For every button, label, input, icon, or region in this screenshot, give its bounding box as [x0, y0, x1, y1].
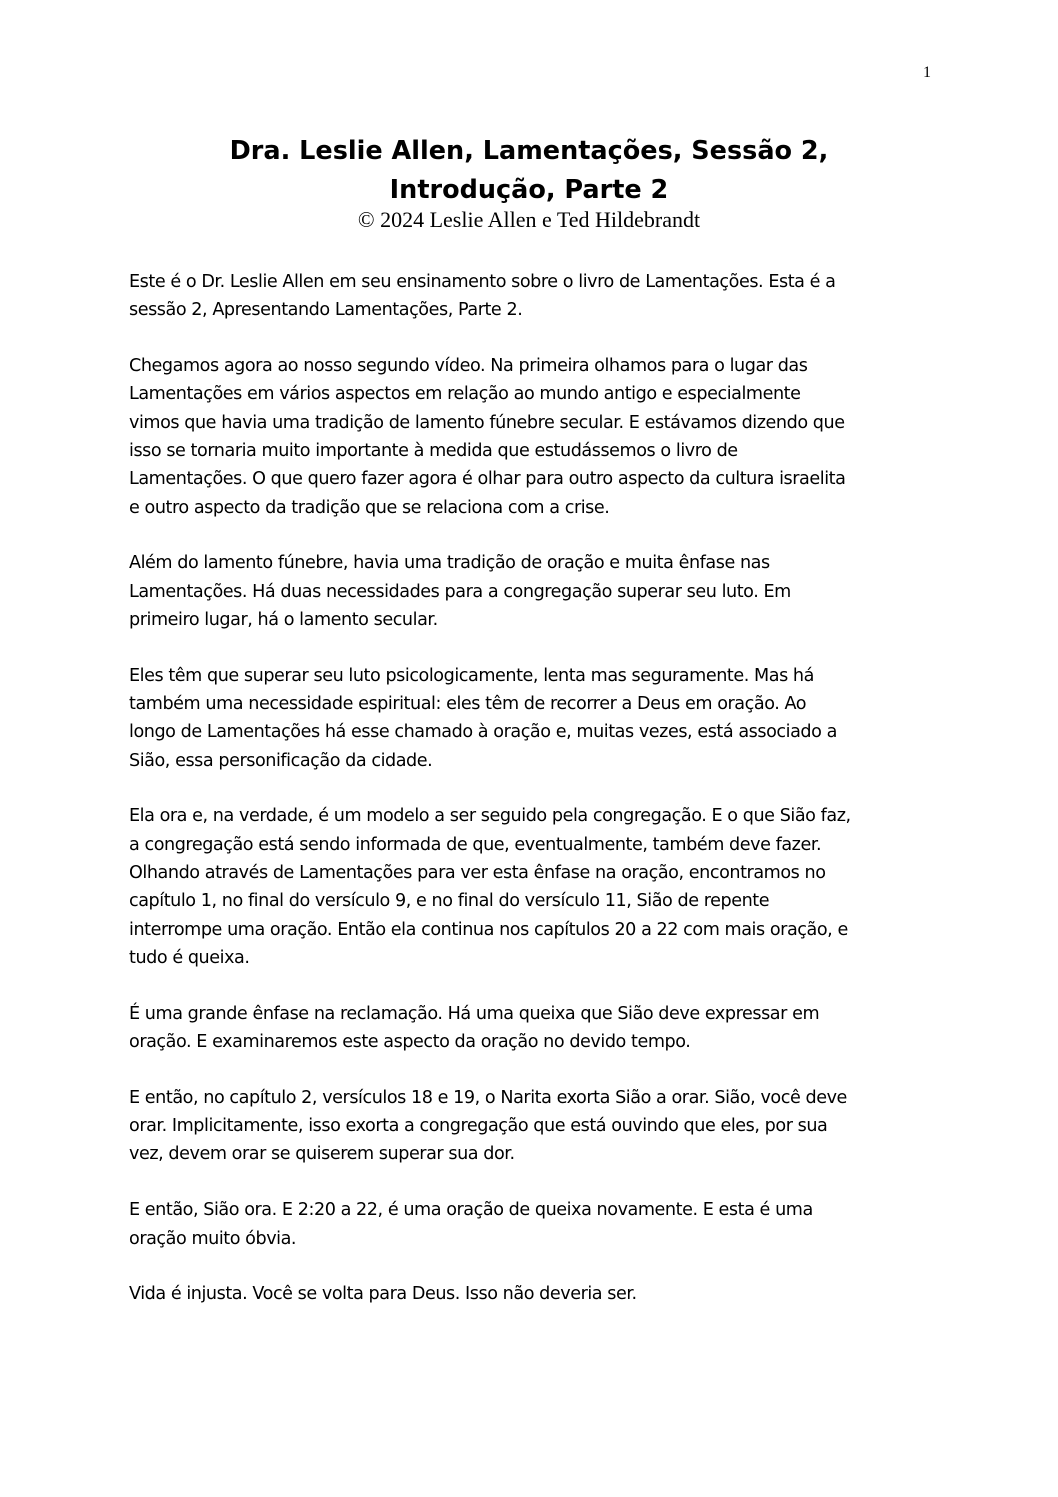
text-line: Vida é injusta. Você se volta para Deus. Isso não deveria ser.	[129, 1284, 637, 1305]
text-line: Lamentações em vários aspectos em relação ao mundo antigo e especialmente	[129, 384, 801, 405]
text-line: Olhando através de Lamentações para ver esta ênfase na oração, encontramos no	[129, 863, 826, 884]
text-line: Sião, essa personificação da cidade.	[129, 750, 433, 771]
text-line: também uma necessidade espiritual: eles têm de recorrer a Deus em oração. Ao	[129, 694, 807, 715]
document-body	[129, 268, 941, 1336]
text-line: Ela ora e, na verdade, é um modelo a ser seguido pela congregação. E o que Sião faz,	[129, 806, 851, 827]
text-line: oração muito óbvia.	[129, 1228, 297, 1249]
text-line: Este é o Dr. Leslie Allen em seu ensinamento sobre o livro de Lamentações. Esta é a	[129, 272, 836, 292]
document-title-line-2: Introdução, Parte 2	[389, 175, 669, 205]
text-line: oração. E examinaremos este aspecto da oração no devido tempo.	[129, 1032, 691, 1053]
text-line: sessão 2, Apresentando Lamentações, Parte 2.	[129, 300, 523, 321]
document-header	[0, 132, 1058, 233]
text-line: E então, no capítulo 2, versículos 18 e 19, o Narita exorta Sião a orar. Sião, você deve	[129, 1087, 847, 1108]
paragraph-5	[129, 802, 941, 972]
paragraph-8	[129, 1196, 941, 1253]
text-line: Lamentações. Há duas necessidades para a congregação superar seu luto. Em	[129, 581, 791, 602]
text-line: E então, Sião ora. E 2:20 a 22, é uma oração de queixa novamente. E esta é uma	[129, 1200, 813, 1221]
text-line: longo de Lamentações há esse chamado à oração e, muitas vezes, está associado a	[129, 722, 837, 743]
paragraph-9	[129, 1280, 941, 1308]
text-line: tudo é queixa.	[129, 947, 250, 968]
text-line: orar. Implicitamente, isso exorta a congregação que está ouvindo que eles, por sua	[129, 1116, 828, 1137]
text-line: Chegamos agora ao nosso segundo vídeo. Na primeira olhamos para o lugar das	[129, 356, 808, 377]
page-number: 1	[923, 64, 931, 81]
paragraph-1	[129, 268, 941, 325]
text-line: É uma grande ênfase na reclamação. Há uma queixa que Sião deve expressar em	[129, 1003, 820, 1024]
text-line: capítulo 1, no final do versículo 9, e no final do versículo 11, Sião de repente	[129, 891, 770, 912]
paragraph-6	[129, 1000, 941, 1057]
text-line: isso se tornaria muito importante à medida que estudássemos o livro de	[129, 440, 738, 461]
text-line: Além do lamento fúnebre, havia uma tradição de oração e muita ênfase nas	[129, 553, 770, 574]
text-line: Lamentações. O que quero fazer agora é olhar para outro aspecto da cultura israelita	[129, 469, 846, 490]
paragraph-2	[129, 352, 941, 522]
text-line: interrompe uma oração. Então ela continua nos capítulos 20 a 22 com mais oração, e	[129, 919, 848, 940]
text-line: primeiro lugar, há o lamento secular.	[129, 609, 438, 630]
paragraph-4	[129, 662, 941, 775]
text-line: Eles têm que superar seu luto psicologicamente, lenta mas seguramente. Mas há	[129, 665, 814, 686]
document-title-line-1: Dra. Leslie Allen, Lamentações, Sessão 2,	[229, 136, 829, 166]
paragraph-7	[129, 1084, 941, 1169]
text-line: e outro aspecto da tradição que se relaciona com a crise.	[129, 497, 610, 518]
text-line: a congregação está sendo informada de que, eventualmente, também deve fazer.	[129, 834, 822, 855]
copyright-notice: © 2024 Leslie Allen e Ted Hildebrandt	[357, 207, 701, 232]
paragraph-3	[129, 549, 941, 634]
text-line: vez, devem orar se quiserem superar sua dor.	[129, 1144, 515, 1165]
text-line: vimos que havia uma tradição de lamento fúnebre secular. E estávamos dizendo que	[129, 412, 845, 433]
